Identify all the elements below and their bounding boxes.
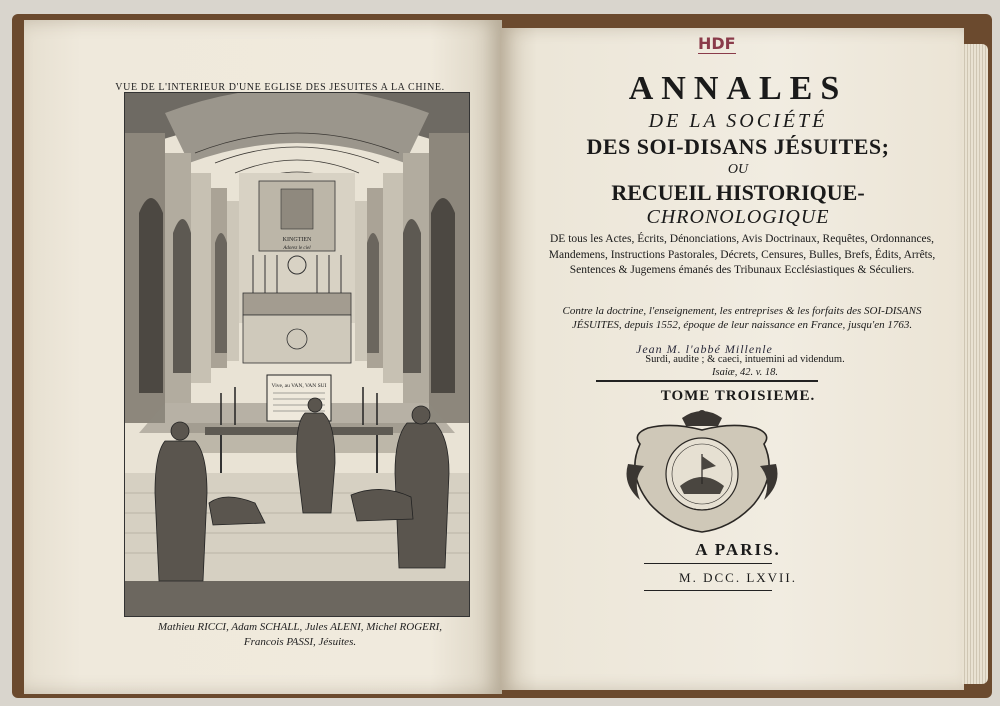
subtitle-recueil: RECUEIL HISTORIQUE-: [611, 180, 865, 205]
subtitle-soi-disans: DES SOI-DISANS JÉSUITES;: [586, 134, 890, 159]
altar-inscription-adorez: Adorez le ciel: [283, 246, 311, 251]
coat-of-arms-icon: [622, 404, 782, 536]
imprint-place: A PARIS.: [695, 540, 781, 559]
handwritten-signature: Jean M. l'abbé Millenle: [636, 342, 773, 356]
church-interior-engraving: [124, 92, 470, 617]
altar-inscription-kingtien: KINGTIEN: [282, 237, 312, 243]
divider-rule-top: [644, 563, 772, 564]
library-mark: HDF: [698, 34, 736, 53]
plate-caption-line2: Francois PASSI, Jésuites.: [243, 636, 357, 648]
imprint-date: M. DCC. LXVII.: [679, 570, 797, 585]
plate-caption-line1: Mathieu RICCI, Adam SCHALL, Jules ALENI, Michel ROGERI,: [157, 621, 443, 633]
contents-description: DE tous les Actes, Écrits, Dénonciations, Avis Doctrinaux, Requêtes, Ordonnances, Mandemens, Instructions Pastorales, Décrets, Censures, Bulles, Brefs, Édits, Arrêts, Sentences & Jugemens émanés des Tribunaux Ecclésiastiques & Séculiers.: [548, 233, 936, 276]
divider-rule: [596, 380, 818, 382]
plate-title: VUE DE L'INTERIEUR D'UNE EGLISE DES JESUITES A LA CHINE.: [115, 82, 445, 93]
subtitle-chronologique: CHRONOLOGIQUE: [646, 206, 830, 228]
subtitle-de-la-societe: DE LA SOCIÉTÉ: [648, 110, 828, 132]
title-annales: ANNALES: [628, 70, 848, 107]
epigraph: Surdi, audite ; & caeci, intuemini ad videndum.: [645, 354, 845, 365]
divider-rule-bottom: [644, 590, 772, 591]
epigraph-reference: Isaiæ, 42. v. 18.: [711, 367, 778, 378]
page-edges: [962, 44, 988, 684]
tablet-inscription: Vive, au VAN, VAN SUI: [271, 383, 327, 389]
subtitle-ou: OU: [727, 162, 749, 177]
plate-caption: [120, 620, 480, 650]
volume-label: TOME TROISIEME.: [660, 388, 816, 404]
contre-description: Contre la doctrine, l'enseignement, les entreprises & les forfaits des SOI-DISANS JÉSUITES, depuis 1552, époque de leur naissance en France, jusqu'en 1763.: [562, 305, 922, 331]
